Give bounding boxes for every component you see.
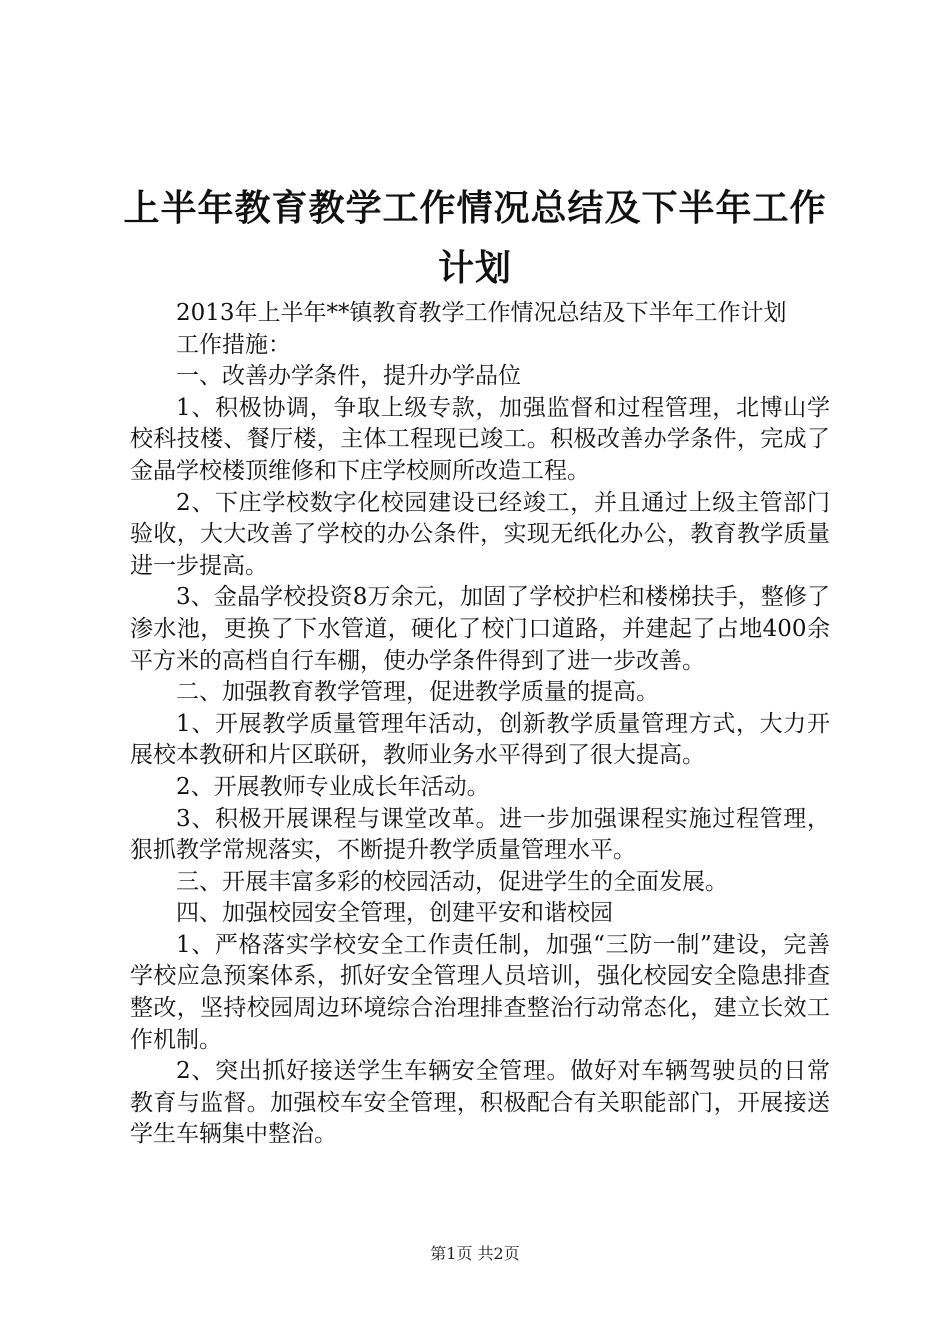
section-heading: 四、加强校园安全管理，创建平安和谐校园 [176,900,613,927]
document-title: 上半年教育教学工作情况总结及下半年工作计划 [123,187,827,289]
section-heading: 二、加强教育教学管理，促进教学质量的提高。 [176,679,659,706]
paragraph: 工作措施： [176,331,291,358]
paragraph: 2、突出抓好接送学生车辆安全管理。做好对车辆驾驶员的日常教育与监督。加强校车安全管理，积极配合有关职能部门，开展接送学生车辆集中整治。 [130,1058,830,1148]
section-heading: 一、改善办学条件，提升办学品位 [176,363,521,390]
paragraph: 3、积极开展课程与课堂改革。进一步加强课程实施过程管理，狠抓教学常规落实，不断提升教学质量管理水平。 [130,805,830,864]
page-number: 第1页 共2页 [430,1244,520,1263]
section-heading: 三、开展丰富多彩的校园活动，促进学生的全面发展。 [176,868,728,895]
paragraph: 2、下庄学校数字化校园建设已经竣工，并且通过上级主管部门验收，大大改善了学校的办公条件，实现无纸化办公，教育教学质量进一步提高。 [130,489,830,579]
paragraph: 3、金晶学校投资8万余元，加固了学校护栏和楼梯扶手，整修了渗水池，更换了下水管道，硬化了校门口道路，并建起了占地400余平方米的高档自行车棚，使办学条件得到了进一步改善。 [130,584,830,674]
paragraph: 1、严格落实学校安全工作责任制，加强“三防一制”建设，完善学校应急预案体系，抓好安全管理人员培训，强化校园安全隐患排查整改，坚持校园周边环境综合治理排查整治行动常态化，建立长效工作机制。 [130,931,830,1053]
paragraph: 1、开展教学质量管理年活动，创新教学质量管理方式，大力开展校本教研和片区联研，教师业务水平得到了很大提高。 [130,710,830,769]
paragraph: 2013年上半年**镇教育教学工作情况总结及下半年工作计划 [176,300,787,326]
document-body [130,298,830,1151]
paragraph: 2、开展教师专业成长年活动。 [176,773,490,800]
paragraph: 1、积极协调，争取上级专款，加强监督和过程管理，北博山学校科技楼、餐厅楼，主体工程现已竣工。积极改善办学条件，完成了金晶学校楼顶维修和下庄学校厕所改造工程。 [130,394,830,484]
